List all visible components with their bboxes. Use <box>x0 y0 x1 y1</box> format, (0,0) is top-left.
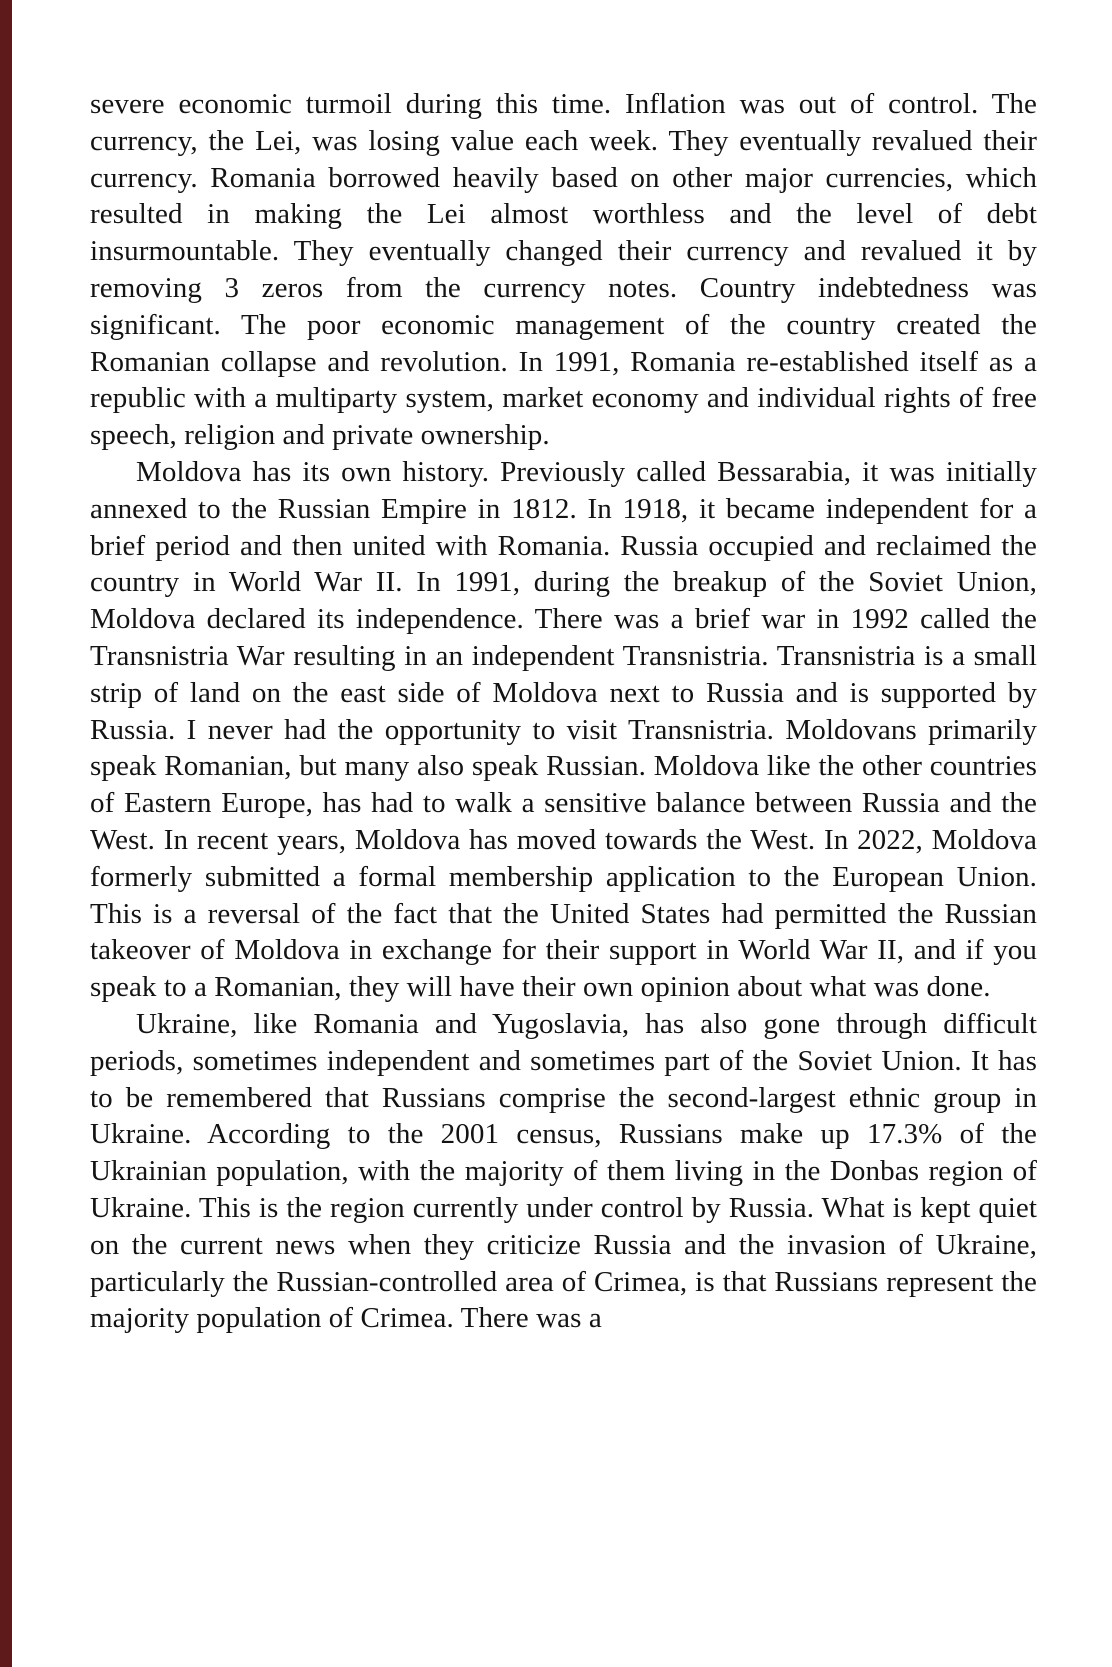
paragraph: severe economic turmoil during this time. Inflation was out of control. The currency, the Lei, was losing value each week. They eventually revalued their currency. Romania borrowed heavily based on other major currencies, which resulted in making the Lei almost worthless and the level of debt insurmountable. They eventually changed their currency and revalued it by removing 3 zeros from the currency notes. Country indebtedness was significant. The poor economic management of the country created the Romanian collapse and revolution. In 1991, Romania re-established itself as a republic with a multiparty system, market economy and individual rights of free speech, religion and private ownership. <box>90 88 1037 452</box>
page-spine-stripe <box>0 0 12 1667</box>
paragraph: Moldova has its own history. Previously called Bessarabia, it was initially annexed to the Russian Empire in 1812. In 1918, it became independent for a brief period and then united with Romania. Russia occupied and reclaimed the country in World War II. In 1991, during the breakup of the Soviet Union, Moldova declared its independence. There was a brief war in 1992 called the Transnistria War resulting in an independent Transnistria. Transnistria is a small strip of land on the east side of Moldova next to Russia and is supported by Russia. I never had the opportunity to visit Transnistria. Moldovans primarily speak Romanian, but many also speak Russian. Moldova like the other countries of Eastern Europe, has had to walk a sensitive balance between Russia and the West. In recent years, Moldova has moved towards the West. In 2022, Moldova formerly submitted a formal membership application to the European Union. This is a reversal of the fact that the United States had permitted the Russian takeover of Moldova in exchange for their support in World War II, and if you speak to a Romanian, they will have their own opinion about what was done. <box>90 455 1037 1004</box>
paragraph: Ukraine, like Romania and Yugoslavia, has also gone through difficult periods, sometimes independent and sometimes part of the Soviet Union. It has to be remembered that Russians comprise the second-largest ethnic group in Ukraine. According to the 2001 census, Russians make up 17.3% of the Ukrainian population, with the majority of them living in the Donbas region of Ukraine. This is the region currently under control by Russia. What is kept quiet on the current news when they criticize Russia and the invasion of Ukraine, particularly the Russian-controlled area of Crimea, is that Russians represent the majority population of Crimea. There was a <box>90 1007 1037 1335</box>
page-text <box>90 86 1037 1337</box>
